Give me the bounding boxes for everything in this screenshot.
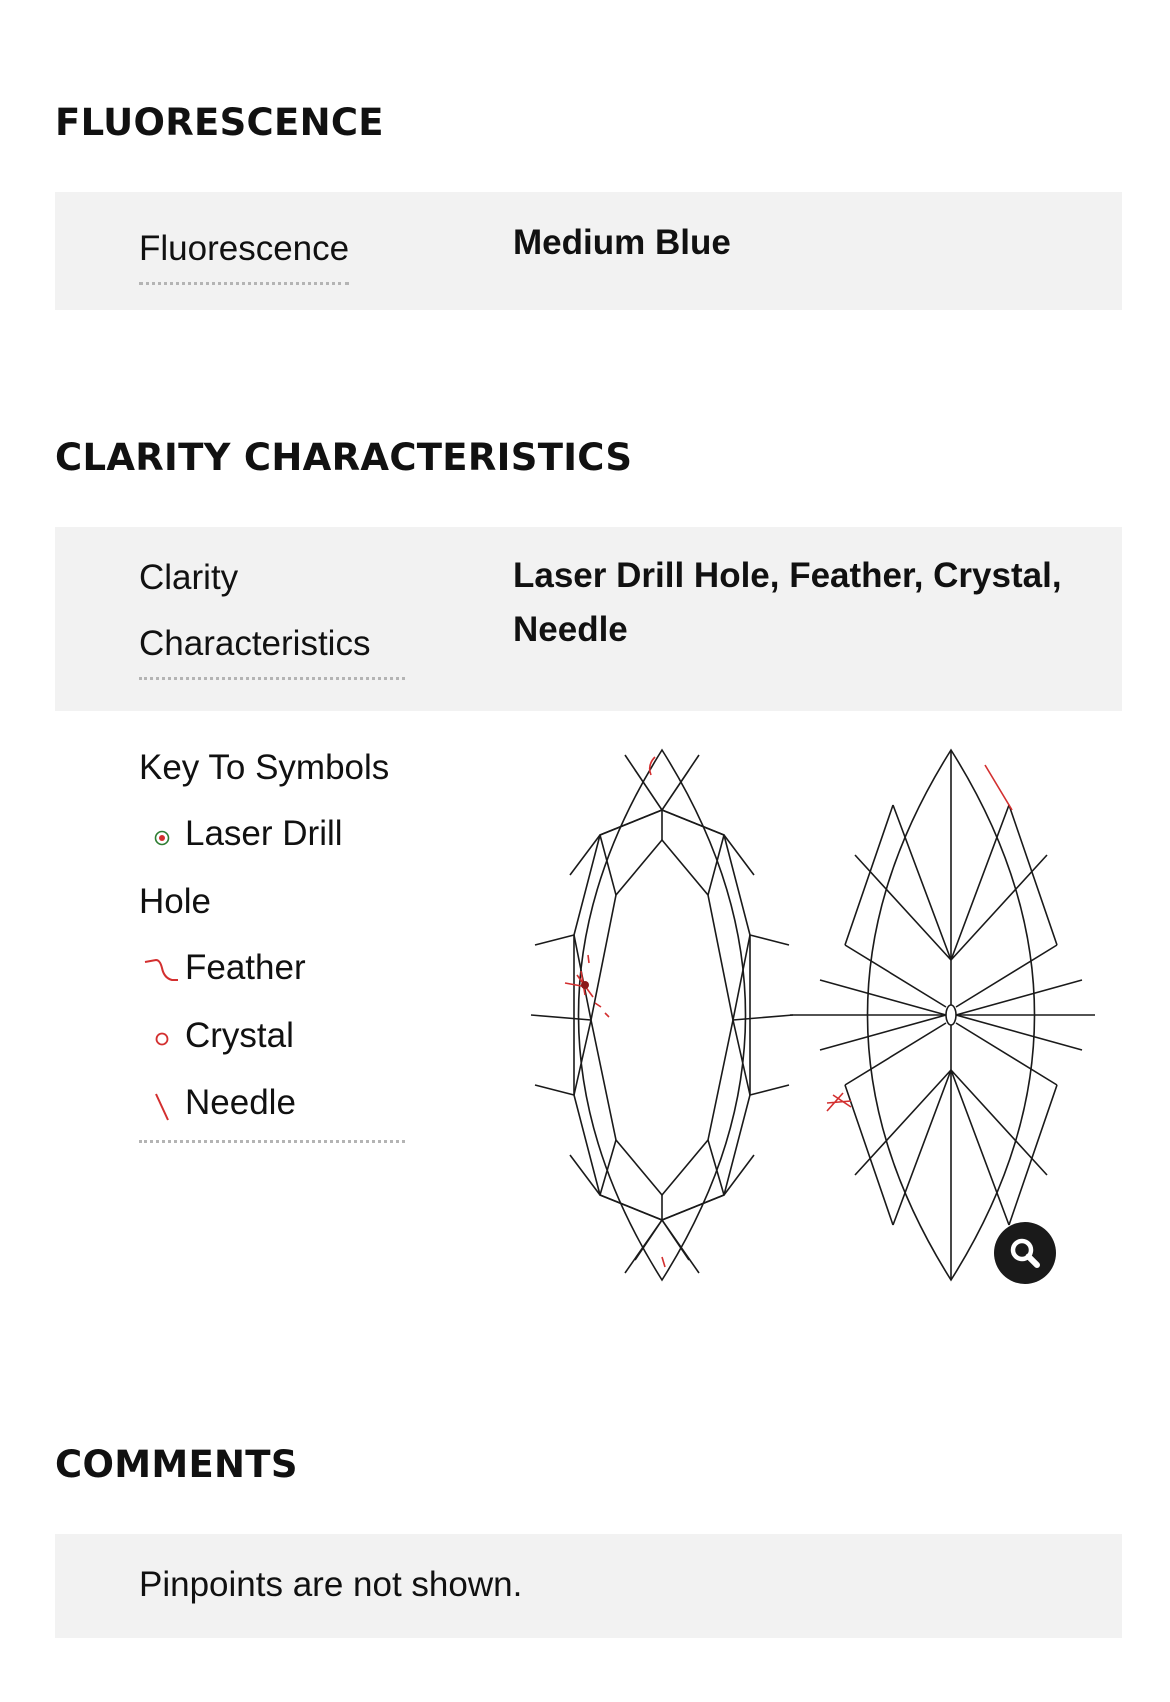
fluorescence-box	[55, 192, 1122, 310]
laser-drill-mark	[581, 981, 589, 989]
marquise-plot-diagram[interactable]	[515, 745, 1095, 1290]
comments-text: Pinpoints are not shown.	[139, 1565, 523, 1604]
comments-heading: COMMENTS	[55, 1443, 298, 1486]
pavilion-diagram	[790, 750, 1095, 1280]
inclusion-marks	[565, 757, 1012, 1267]
crown-diagram	[531, 750, 793, 1280]
key-item-needle	[139, 1070, 405, 1138]
key-item-feather	[139, 935, 405, 1003]
feather-mark-crown	[565, 971, 609, 1017]
clarity-label-line2: Characteristics	[139, 624, 371, 663]
key-item-crystal	[139, 1003, 405, 1071]
needle-mark-crown-bottom	[662, 1257, 665, 1267]
fluorescence-label[interactable]: Fluorescence	[139, 216, 349, 285]
clarity-value-line2: Needle	[513, 610, 628, 649]
clarity-label[interactable]	[139, 545, 405, 680]
clarity-box	[55, 527, 1122, 711]
key-label-feather: Feather	[185, 947, 306, 987]
key-label-needle: Needle	[185, 1083, 296, 1123]
clarity-value-line1: Laser Drill Hole, Feather, Crystal,	[513, 556, 1062, 595]
laser-drill-hole-icon	[139, 803, 185, 869]
key-item-laser-drill-hole	[139, 801, 405, 935]
zoom-button[interactable]	[994, 1222, 1056, 1284]
feather-mark-pavilion	[827, 1093, 851, 1111]
plot-svg	[515, 745, 1095, 1285]
key-label-crystal: Crystal	[185, 1015, 294, 1055]
fluorescence-value: Medium Blue	[513, 223, 731, 262]
needle-icon	[139, 1072, 185, 1138]
clarity-label-line1: Clarity	[139, 558, 239, 597]
crystal-icon	[139, 1004, 185, 1070]
key-label-laser-drill: Laser Drill	[185, 814, 343, 853]
magnifier-icon	[1007, 1235, 1043, 1271]
needle-mark-crown-girdle	[588, 955, 589, 963]
key-label-hole: Hole	[139, 881, 211, 921]
comments-box	[55, 1534, 1122, 1638]
needle-mark-pavilion-top	[985, 765, 1012, 810]
clarity-value	[513, 549, 1062, 657]
key-title: Key To Symbols	[139, 748, 390, 787]
key-to-symbols	[139, 735, 405, 1143]
clarity-heading: CLARITY CHARACTERISTICS	[55, 436, 633, 479]
fluorescence-heading: FLUORESCENCE	[55, 101, 384, 144]
feather-icon	[139, 937, 185, 1003]
